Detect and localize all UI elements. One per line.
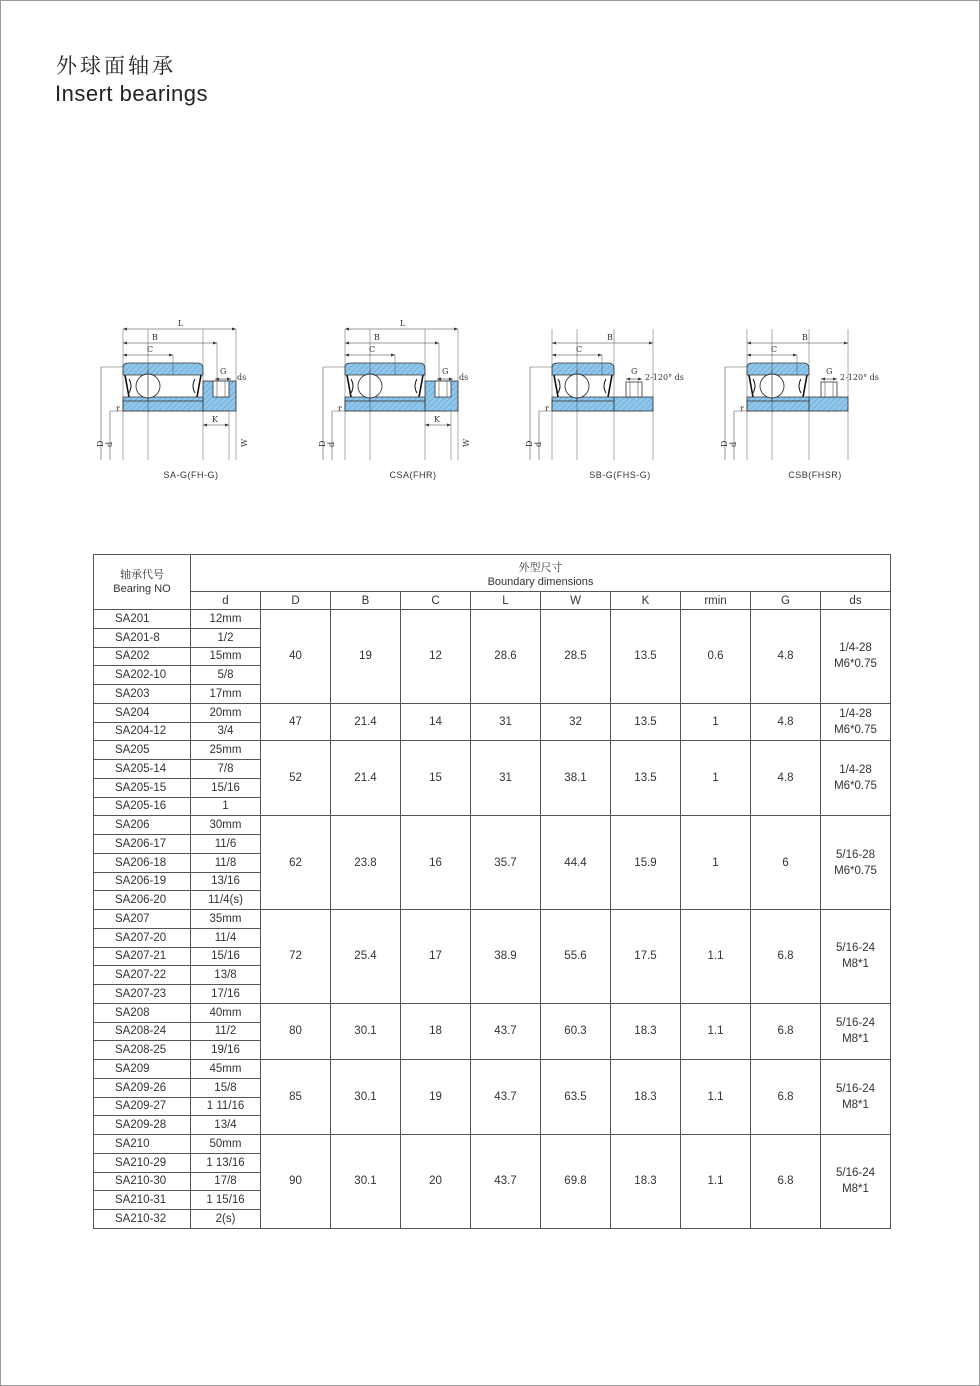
bearing-no-cell: SA210-31: [94, 1191, 191, 1210]
dim-k-cell: 13.5: [611, 741, 681, 816]
dim-w-cell: 32: [541, 703, 611, 741]
bearing-no-cell: SA202: [94, 647, 191, 666]
ds-thread-metric: M6*0.75: [834, 658, 877, 671]
boundary-header-en: Boundary dimensions: [487, 576, 594, 588]
bore-d-cell: 1: [191, 797, 261, 816]
ds-thread-inch: 5/16-28: [835, 848, 875, 861]
bearing-no-cell: SA209: [94, 1060, 191, 1079]
dim-label-G: G: [826, 367, 833, 376]
bore-d-cell: 19/16: [191, 1041, 261, 1060]
dim-k-cell: 18.3: [611, 1060, 681, 1135]
dim-ds-cell: [821, 1060, 891, 1135]
dim-label-W: W: [240, 438, 249, 447]
dim-l-cell: 28.6: [471, 610, 541, 704]
dim-label-G: G: [442, 367, 449, 376]
dim-rmin-cell: 1.1: [681, 1135, 751, 1229]
dim-ds-cell: [821, 1003, 891, 1059]
bearing-no-cell: SA208: [94, 1003, 191, 1022]
bore-d-cell: 1 11/16: [191, 1097, 261, 1116]
dim-g-cell: 4.8: [751, 741, 821, 816]
bearing-no-cell: SA210-32: [94, 1210, 191, 1229]
bore-d-cell: 50mm: [191, 1135, 261, 1154]
dim-label-D: D: [318, 440, 327, 447]
ds-thread-metric: M6*0.75: [834, 780, 877, 793]
dim-label-ds: ds: [237, 373, 247, 382]
bore-d-cell: 25mm: [191, 741, 261, 760]
dim-label-K: K: [434, 415, 440, 424]
dim-b-cell: 19: [331, 610, 401, 704]
dim-c-cell: 19: [401, 1060, 471, 1135]
ds-thread-inch: 1/4-28: [839, 708, 872, 720]
bore-d-cell: 5/8: [191, 666, 261, 685]
ds-thread-metric: M8*1: [842, 958, 869, 971]
dim-label-d: d: [729, 441, 738, 447]
diagram-2: [318, 315, 508, 490]
dim-l-cell: 43.7: [471, 1060, 541, 1135]
ds-thread-inch: 1/4-28: [839, 642, 872, 655]
dim-c-cell: 15: [401, 741, 471, 816]
dim-c-cell: 18: [401, 1003, 471, 1059]
dim-label-d: d: [327, 441, 336, 447]
bearing-no-cell: SA204: [94, 703, 191, 722]
dim-c-cell: 14: [401, 703, 471, 741]
bore-d-cell: 2(s): [191, 1210, 261, 1229]
dim-label-K: K: [212, 415, 218, 424]
dim-rmin-cell: 1: [681, 741, 751, 816]
boundary-header-cn: 外型尺寸: [518, 562, 563, 574]
dim-w-cell: 69.8: [541, 1135, 611, 1229]
bearing-no-cell: SA203: [94, 685, 191, 704]
dim-label-d: d: [105, 441, 114, 447]
dim-b-cell: 30.1: [331, 1135, 401, 1229]
bore-d-cell: 13/8: [191, 966, 261, 985]
table-row: [94, 741, 891, 760]
dim-label-r: r: [116, 404, 120, 413]
dim-l-cell: 38.9: [471, 910, 541, 1004]
dim-label-r: r: [740, 404, 744, 413]
dim-g-cell: 4.8: [751, 610, 821, 704]
bore-d-cell: 15/8: [191, 1078, 261, 1097]
column-header-K: K: [611, 592, 681, 610]
bearing-no-cell: SA207-20: [94, 928, 191, 947]
dim-g-cell: 6.8: [751, 1135, 821, 1229]
diagram-caption: CSA(FHR): [389, 470, 437, 480]
dim-ds-cell: [821, 816, 891, 910]
dim-d-cell: 85: [261, 1060, 331, 1135]
dim-label-D: D: [525, 440, 534, 447]
dim-label-d: d: [534, 441, 543, 447]
bore-d-cell: 11/4: [191, 928, 261, 947]
bearing-no-cell: SA201: [94, 610, 191, 629]
dim-label-B: B: [152, 333, 158, 342]
dim-l-cell: 31: [471, 703, 541, 741]
dim-w-cell: 60.3: [541, 1003, 611, 1059]
dim-g-cell: 6.8: [751, 910, 821, 1004]
ds-thread-inch: 5/16-24: [835, 942, 875, 955]
column-header-rmin: rmin: [681, 592, 751, 610]
page-title-chinese: 外球面轴承: [56, 54, 176, 78]
ds-thread-metric: M8*1: [842, 1033, 869, 1046]
bearing-no-cell: SA208-25: [94, 1041, 191, 1060]
dim-ds-cell: [821, 610, 891, 704]
table-row: [94, 1135, 891, 1154]
column-header-B: B: [331, 592, 401, 610]
bearing-no-cell: SA205-15: [94, 778, 191, 797]
ds-thread-inch: 5/16-24: [835, 1083, 875, 1095]
table-row: [94, 1060, 891, 1079]
table-header-row: [94, 555, 891, 592]
bore-d-cell: 1 15/16: [191, 1191, 261, 1210]
boundary-dimensions-header: [191, 555, 891, 592]
dim-label-ds: 2-120° ds: [840, 373, 879, 382]
dim-rmin-cell: 1.1: [681, 1003, 751, 1059]
bearing-no-header: [94, 555, 191, 610]
bore-d-cell: 15mm: [191, 647, 261, 666]
dim-ds-cell: [821, 1135, 891, 1229]
dim-label-L: L: [178, 319, 184, 328]
dim-b-cell: 23.8: [331, 816, 401, 910]
column-header-d: d: [191, 592, 261, 610]
dim-w-cell: 28.5: [541, 610, 611, 704]
column-header-C: C: [401, 592, 471, 610]
dim-k-cell: 13.5: [611, 610, 681, 704]
bearing-no-cell: SA206-18: [94, 853, 191, 872]
dim-rmin-cell: 1: [681, 703, 751, 741]
bore-d-cell: 17/16: [191, 985, 261, 1004]
dim-label-D: D: [720, 440, 729, 447]
bearing-no-cell: SA205: [94, 741, 191, 760]
dim-g-cell: 6.8: [751, 1003, 821, 1059]
ds-thread-metric: M6*0.75: [834, 724, 877, 736]
bearing-no-cell: SA210: [94, 1135, 191, 1154]
bore-d-cell: 40mm: [191, 1003, 261, 1022]
bore-d-cell: 20mm: [191, 703, 261, 722]
bearing-no-cell: SA206-19: [94, 872, 191, 891]
dim-l-cell: 35.7: [471, 816, 541, 910]
bearing-no-cell: SA209-26: [94, 1078, 191, 1097]
dim-c-cell: 12: [401, 610, 471, 704]
bore-d-cell: 17/8: [191, 1172, 261, 1191]
bearing-no-cell: SA209-27: [94, 1097, 191, 1116]
table-row: [94, 910, 891, 929]
dim-l-cell: 31: [471, 741, 541, 816]
table-row: [94, 816, 891, 835]
column-header-D: D: [261, 592, 331, 610]
bearing-no-cell: SA208-24: [94, 1022, 191, 1041]
bore-d-cell: 13/16: [191, 872, 261, 891]
dim-ds-cell: [821, 703, 891, 741]
dim-g-cell: 6.8: [751, 1060, 821, 1135]
dim-w-cell: 44.4: [541, 816, 611, 910]
bore-d-cell: 15/16: [191, 778, 261, 797]
bore-d-cell: 12mm: [191, 610, 261, 629]
dim-rmin-cell: 0.6: [681, 610, 751, 704]
dim-ds-cell: [821, 741, 891, 816]
dim-d-cell: 90: [261, 1135, 331, 1229]
diagram-caption: SB-G(FHS-G): [589, 470, 651, 480]
bore-d-cell: 13/4: [191, 1116, 261, 1135]
dim-label-G: G: [220, 367, 227, 376]
bore-d-cell: 35mm: [191, 910, 261, 929]
bore-d-cell: 1/2: [191, 628, 261, 647]
bore-d-cell: 30mm: [191, 816, 261, 835]
dim-label-B: B: [802, 333, 808, 342]
column-header-L: L: [471, 592, 541, 610]
dim-label-ds: 2-120° ds: [645, 373, 684, 382]
ds-thread-inch: 5/16-24: [835, 1167, 875, 1180]
dim-b-cell: 21.4: [331, 703, 401, 741]
ds-thread-metric: M6*0.75: [834, 864, 877, 877]
dim-d-cell: 80: [261, 1003, 331, 1059]
bearing-no-header-en: Bearing NO: [113, 583, 171, 595]
bearing-no-cell: SA207-23: [94, 985, 191, 1004]
dim-ds-cell: [821, 910, 891, 1004]
bearing-no-cell: SA201-8: [94, 628, 191, 647]
dim-k-cell: 18.3: [611, 1003, 681, 1059]
dim-k-cell: 15.9: [611, 816, 681, 910]
dim-d-cell: 52: [261, 741, 331, 816]
dim-rmin-cell: 1: [681, 816, 751, 910]
column-header-ds: ds: [821, 592, 891, 610]
dim-d-cell: 47: [261, 703, 331, 741]
dim-g-cell: 4.8: [751, 703, 821, 741]
dim-l-cell: 43.7: [471, 1135, 541, 1229]
dim-rmin-cell: 1.1: [681, 910, 751, 1004]
dim-k-cell: 17.5: [611, 910, 681, 1004]
bore-d-cell: 11/8: [191, 853, 261, 872]
bearing-no-header-cn: 轴承代号: [120, 569, 164, 581]
bore-d-cell: 17mm: [191, 685, 261, 704]
dim-label-W: W: [462, 438, 471, 447]
dim-k-cell: 13.5: [611, 703, 681, 741]
dim-label-D: D: [96, 440, 105, 447]
dim-label-C: C: [147, 345, 154, 354]
table-row: [94, 703, 891, 722]
bearing-no-cell: SA205-16: [94, 797, 191, 816]
table-row: [94, 610, 891, 629]
bearing-no-cell: SA202-10: [94, 666, 191, 685]
dim-g-cell: 6: [751, 816, 821, 910]
dim-label-r: r: [338, 404, 342, 413]
dim-rmin-cell: 1.1: [681, 1060, 751, 1135]
bearing-no-cell: SA206-20: [94, 891, 191, 910]
dim-label-L: L: [400, 319, 406, 328]
dim-label-G: G: [631, 367, 638, 376]
diagram-caption: CSB(FHSR): [788, 470, 842, 480]
dim-b-cell: 25.4: [331, 910, 401, 1004]
dim-b-cell: 21.4: [331, 741, 401, 816]
dim-d-cell: 72: [261, 910, 331, 1004]
bearing-no-cell: SA207-21: [94, 947, 191, 966]
page-title-english: Insert bearings: [55, 81, 209, 106]
ds-thread-inch: 5/16-24: [835, 1017, 875, 1030]
dim-d-cell: 40: [261, 610, 331, 704]
bearing-no-cell: SA206: [94, 816, 191, 835]
dim-c-cell: 20: [401, 1135, 471, 1229]
ds-thread-metric: M8*1: [842, 1183, 869, 1196]
column-header-G: G: [751, 592, 821, 610]
column-header-W: W: [541, 592, 611, 610]
dim-c-cell: 16: [401, 816, 471, 910]
diagram-1: [96, 315, 286, 490]
bore-d-cell: 3/4: [191, 722, 261, 741]
dim-label-r: r: [545, 404, 549, 413]
bearing-no-cell: SA210-29: [94, 1153, 191, 1172]
bore-d-cell: 15/16: [191, 947, 261, 966]
bore-d-cell: 7/8: [191, 760, 261, 779]
dim-label-ds: ds: [459, 373, 469, 382]
table-row: [94, 1003, 891, 1022]
dim-label-C: C: [771, 345, 778, 354]
dim-w-cell: 38.1: [541, 741, 611, 816]
dim-b-cell: 30.1: [331, 1003, 401, 1059]
dim-w-cell: 55.6: [541, 910, 611, 1004]
dim-w-cell: 63.5: [541, 1060, 611, 1135]
bearing-no-cell: SA207: [94, 910, 191, 929]
dim-d-cell: 62: [261, 816, 331, 910]
bore-d-cell: 1 13/16: [191, 1153, 261, 1172]
table-column-header-row: [94, 592, 891, 610]
bearing-no-cell: SA207-22: [94, 966, 191, 985]
bearing-no-cell: SA205-14: [94, 760, 191, 779]
bore-d-cell: 11/6: [191, 835, 261, 854]
diagram-caption: SA-G(FH-G): [163, 470, 219, 480]
bore-d-cell: 11/2: [191, 1022, 261, 1041]
dim-label-C: C: [576, 345, 583, 354]
dim-b-cell: 30.1: [331, 1060, 401, 1135]
bore-d-cell: 11/4(s): [191, 891, 261, 910]
bearing-no-cell: SA204-12: [94, 722, 191, 741]
boundary-dimensions-table: [93, 554, 891, 1229]
dim-label-B: B: [607, 333, 613, 342]
dim-label-B: B: [374, 333, 380, 342]
dim-c-cell: 17: [401, 910, 471, 1004]
bearing-no-cell: SA206-17: [94, 835, 191, 854]
bore-d-cell: 45mm: [191, 1060, 261, 1079]
bearing-no-cell: SA210-30: [94, 1172, 191, 1191]
dim-l-cell: 43.7: [471, 1003, 541, 1059]
dim-k-cell: 18.3: [611, 1135, 681, 1229]
ds-thread-inch: 1/4-28: [839, 764, 872, 777]
bearing-no-cell: SA209-28: [94, 1116, 191, 1135]
diagram-4: [720, 315, 910, 490]
diagram-3: [525, 315, 715, 490]
ds-thread-metric: M8*1: [842, 1099, 869, 1111]
dim-label-C: C: [369, 345, 376, 354]
